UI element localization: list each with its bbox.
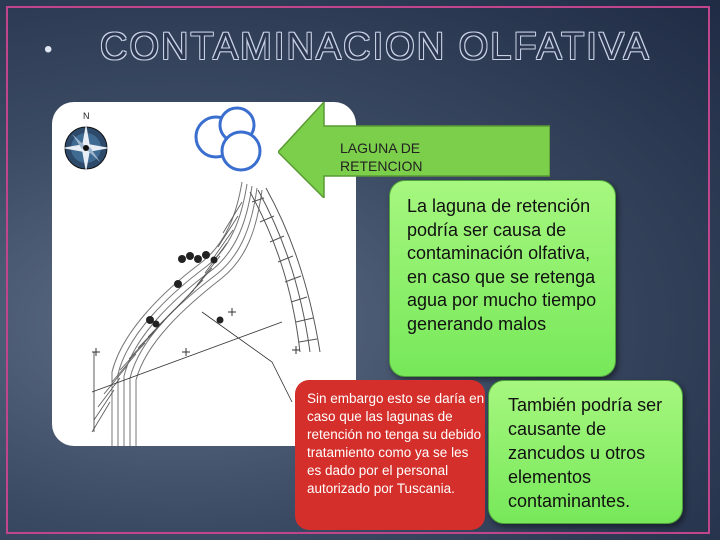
road-alignment: [112, 182, 262, 446]
survey-markers: [92, 308, 300, 356]
retention-lagoon-shape: [196, 108, 260, 170]
title-bullet: •: [44, 36, 53, 63]
svg-text:N: N: [83, 111, 90, 121]
treatment-note-text: Sin embargo esto se daría en caso que las lagunas de retención no tenga su debido tratamiento como ya se les es dado por el personal autorizado por Tuscania.: [307, 391, 485, 496]
compass-rose-icon: [62, 111, 110, 172]
tree-clusters: [146, 251, 224, 328]
lagoon-callout-label: LAGUNA DE RETENCION: [340, 140, 423, 174]
odor-explanation-box: [389, 180, 616, 377]
mosquito-note-text: También podría ser causante de zancudos u otros elementos contaminantes.: [508, 395, 663, 511]
odor-explanation-text: La laguna de retención podría ser causa de contaminación olfativa, en caso que se retenga agua por mucho tiempo generando malos: [407, 196, 597, 334]
slide-title: CONTAMINACION OLFATIVA: [100, 26, 651, 68]
mosquito-note-box: [488, 380, 683, 524]
river-embankment: [250, 188, 320, 352]
treatment-note-box: [295, 380, 485, 530]
